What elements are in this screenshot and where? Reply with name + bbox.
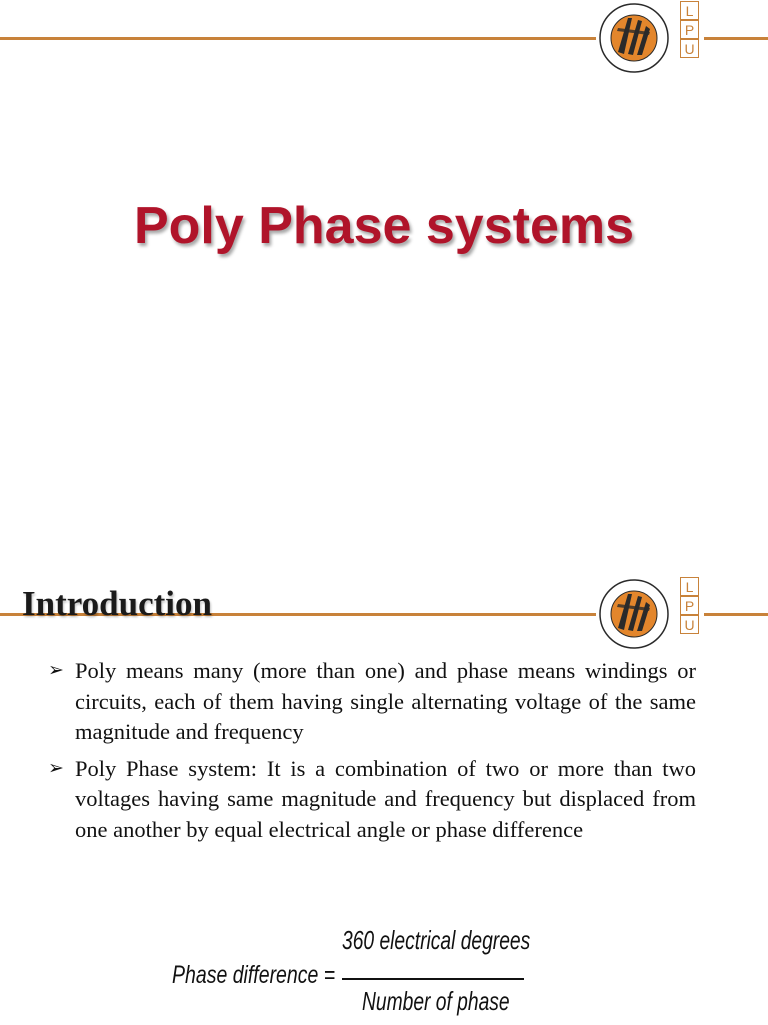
bullet-list	[48, 656, 696, 851]
slide-title: Poly Phase systems	[133, 197, 635, 255]
section-heading: Introduction	[22, 584, 212, 623]
phase-difference-formula	[172, 925, 572, 1025]
lpu-letters	[680, 577, 699, 634]
fraction-bar	[342, 978, 524, 980]
seal-icon	[598, 578, 670, 650]
arrow-bullet-icon: ➢	[48, 660, 64, 681]
lpu-letter-u: U	[680, 615, 699, 634]
lpu-letter-u: U	[680, 39, 699, 58]
bullet-item	[48, 656, 696, 748]
lpu-letter-l: L	[680, 1, 699, 20]
arrow-bullet-icon: ➢	[48, 757, 64, 779]
seal-icon	[598, 2, 670, 74]
lpu-letter-p: P	[680, 596, 699, 615]
header-rule-left	[0, 37, 596, 40]
bullet-text: Poly means many (more than one) and phase means windings or circuits, each of them having single alternating voltage of the same magnitude and frequency	[75, 658, 696, 744]
formula-numerator: 360 electrical degrees	[342, 925, 531, 955]
lpu-letters	[680, 1, 699, 58]
formula-lhs: Phase difference =	[172, 961, 336, 989]
bullet-text: Poly Phase system: It is a combination of two or more than two voltages having same magnitude and frequency but displaced from one another by equal electrical angle or phase difference	[75, 755, 696, 842]
bullet-item	[48, 754, 696, 846]
formula-denominator: Number of phase	[362, 986, 510, 1016]
lpu-letter-l: L	[680, 577, 699, 596]
introduction-slide	[0, 560, 768, 1024]
header-rule-right	[704, 37, 768, 40]
lpu-letter-p: P	[680, 20, 699, 39]
university-logo	[598, 2, 695, 79]
university-logo	[598, 578, 695, 655]
header-rule-right	[704, 613, 768, 616]
